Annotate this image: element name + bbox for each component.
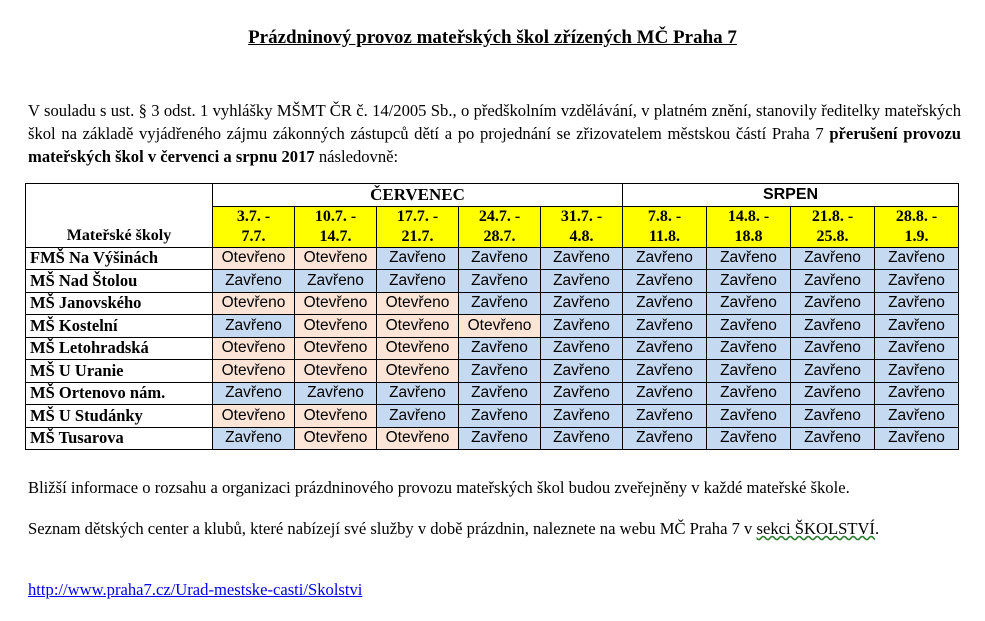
status-cell: Zavřeno [541,360,623,383]
week-header-5 [541,206,623,247]
status-cell: Otevřeno [213,292,295,315]
table-row [26,405,959,428]
status-cell: Zavřeno [459,292,541,315]
status-cell: Zavřeno [623,292,707,315]
week-header-8 [791,206,875,247]
week-header-4 [459,206,541,247]
status-cell: Zavřeno [707,292,791,315]
status-cell: Otevřeno [295,405,377,428]
centers-end: . [874,519,880,538]
status-cell: Otevřeno [377,292,459,315]
status-cell: Zavřeno [875,405,959,428]
info-paragraph: Bližší informace o rozsahu a organizaci prázdninového provozu mateřských škol budou zveřejněny v každé mateřské škole. [28,478,850,497]
table-row [26,427,959,450]
week-to: 7.7. [241,227,266,245]
week-header-9 [875,206,959,247]
status-cell: Zavřeno [707,382,791,405]
week-from: 17.7. - [396,207,439,225]
status-cell: Zavřeno [541,315,623,338]
week-to: 25.8. [816,227,849,245]
status-cell: Zavřeno [623,315,707,338]
status-cell: Zavřeno [791,247,875,270]
week-from: 28.8. - [895,207,938,225]
month-header-july: ČERVENEC [213,184,623,207]
status-cell: Zavřeno [213,270,295,293]
school-column-header: Mateřské školy [26,184,213,248]
skolstvi-link[interactable]: sekci ŠKOLSTVÍ [756,519,875,538]
month-header-row [26,184,959,207]
status-cell: Zavřeno [791,292,875,315]
status-cell: Zavřeno [459,270,541,293]
centers-paragraph [28,517,961,540]
status-cell: Otevřeno [213,247,295,270]
week-from: 14.8. - [727,207,770,225]
page-title: Prázdninový provoz mateřských škol zřízených MČ Praha 7 [248,27,737,48]
status-cell: Zavřeno [541,270,623,293]
table-row [26,315,959,338]
table-row [26,382,959,405]
status-cell: Zavřeno [377,247,459,270]
url-line [28,578,961,601]
week-header-3 [377,206,459,247]
status-cell: Zavřeno [623,382,707,405]
status-cell: Zavřeno [791,382,875,405]
week-from: 31.7. - [560,207,603,225]
status-cell: Zavřeno [791,337,875,360]
status-cell: Zavřeno [623,337,707,360]
skolstvi-url-link[interactable]: http://www.praha7.cz/Urad-mestske-casti/Skolstvi [28,580,363,599]
status-cell: Zavřeno [875,360,959,383]
week-from: 10.7. - [314,207,357,225]
school-name: MŠ Nad Štolou [26,270,213,293]
status-cell: Otevřeno [377,315,459,338]
status-cell: Zavřeno [541,337,623,360]
intro-paragraph [28,99,961,168]
week-header-7 [707,206,791,247]
status-cell: Zavřeno [541,427,623,450]
status-cell: Zavřeno [791,405,875,428]
status-cell: Zavřeno [707,360,791,383]
status-cell: Zavřeno [459,360,541,383]
week-header-1 [213,206,295,247]
status-cell: Zavřeno [213,382,295,405]
school-name: MŠ Tusarova [26,427,213,450]
status-cell: Zavřeno [377,382,459,405]
table-row [26,292,959,315]
intro-text-1: V souladu s ust. § 3 odst. 1 vyhlášky MŠMT ČR č. 14/2005 Sb., o předškolním vzdělávání, v platném znění, stanovily ředitelky mateřských škol na základě vyjádřeného zájmu zákonných zástupců dětí a po projednání se zřizovatelem městskou částí Praha 7 [28,101,961,143]
status-cell: Zavřeno [791,427,875,450]
status-cell: Zavřeno [377,270,459,293]
schedule-table [25,183,959,450]
status-cell: Zavřeno [707,337,791,360]
week-to: 11.8. [648,227,681,245]
school-name: MŠ Ortenovo nám. [26,382,213,405]
status-cell: Zavřeno [377,405,459,428]
status-cell: Zavřeno [875,427,959,450]
status-cell: Zavřeno [875,382,959,405]
status-cell: Otevřeno [213,405,295,428]
status-cell: Zavřeno [541,405,623,428]
week-from: 21.8. - [811,207,854,225]
week-from: 7.8. - [647,207,682,225]
status-cell: Zavřeno [623,247,707,270]
status-cell: Otevřeno [295,337,377,360]
week-from: 3.7. - [236,207,271,225]
school-name: MŠ Letohradská [26,337,213,360]
centers-text: Seznam dětských center a klubů, které nabízejí své služby v době prázdnin, naleznete na webu MČ Praha 7 v [28,519,757,538]
table-row [26,270,959,293]
table-row [26,337,959,360]
week-header-6 [623,206,707,247]
month-header-august: SRPEN [623,184,959,207]
status-cell: Zavřeno [791,270,875,293]
status-cell: Zavřeno [791,315,875,338]
table-row [26,247,959,270]
week-to: 4.8. [569,227,594,245]
school-name: MŠ Kostelní [26,315,213,338]
status-cell: Zavřeno [295,270,377,293]
status-cell: Zavřeno [875,270,959,293]
status-cell: Zavřeno [459,382,541,405]
status-cell: Otevřeno [295,247,377,270]
schedule-body [26,247,959,450]
status-cell: Zavřeno [459,427,541,450]
status-cell: Otevřeno [377,337,459,360]
status-cell: Zavřeno [875,292,959,315]
week-to: 14.7. [319,227,352,245]
status-cell: Zavřeno [541,292,623,315]
school-name: FMŠ Na Výšinách [26,247,213,270]
week-to: 1.9. [904,227,929,245]
status-cell: Otevřeno [377,427,459,450]
status-cell: Otevřeno [459,315,541,338]
status-cell: Zavřeno [707,247,791,270]
status-cell: Otevřeno [295,360,377,383]
status-cell: Zavřeno [213,427,295,450]
status-cell: Zavřeno [459,247,541,270]
status-cell: Zavřeno [623,360,707,383]
status-cell: Zavřeno [875,315,959,338]
status-cell: Otevřeno [295,427,377,450]
week-header-2 [295,206,377,247]
status-cell: Zavřeno [459,337,541,360]
status-cell: Zavřeno [707,427,791,450]
intro-text-2: následovně: [314,147,399,166]
status-cell: Otevřeno [295,315,377,338]
status-cell: Zavřeno [541,382,623,405]
week-from: 24.7. - [478,207,521,225]
week-to: 28.7. [483,227,516,245]
status-cell: Zavřeno [623,405,707,428]
school-name: MŠ U Uranie [26,360,213,383]
status-cell: Zavřeno [295,382,377,405]
status-cell: Zavřeno [459,405,541,428]
status-cell: Zavřeno [875,337,959,360]
status-cell: Zavřeno [541,247,623,270]
school-name: MŠ U Studánky [26,405,213,428]
status-cell: Zavřeno [707,315,791,338]
week-to: 21.7. [401,227,434,245]
status-cell: Zavřeno [707,405,791,428]
status-cell: Otevřeno [295,292,377,315]
status-cell: Zavřeno [623,427,707,450]
status-cell: Zavřeno [623,270,707,293]
school-name: MŠ Janovského [26,292,213,315]
status-cell: Zavřeno [707,270,791,293]
status-cell: Zavřeno [875,247,959,270]
status-cell: Zavřeno [791,360,875,383]
status-cell: Otevřeno [377,360,459,383]
table-row [26,360,959,383]
status-cell: Otevřeno [213,360,295,383]
status-cell: Zavřeno [213,315,295,338]
status-cell: Otevřeno [213,337,295,360]
week-to: 18.8 [734,227,763,245]
intro-bold-text: přerušení provozu mateřských škol v červenci a srpnu 2017 [28,124,961,166]
